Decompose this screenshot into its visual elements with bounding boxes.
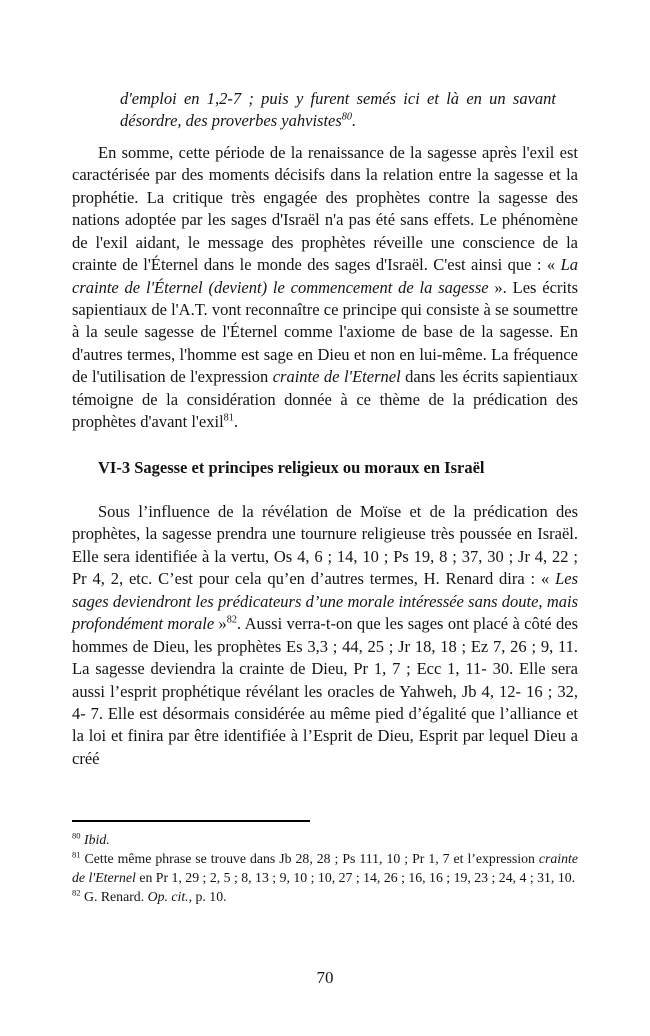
section-heading: VI-3 Sagesse et principes religieux ou moraux en Israël: [98, 457, 485, 477]
text-run: La crainte de l'Éternel (devient) le commencement de la sagesse: [72, 255, 578, 297]
text-run: Sous l’influence de la révélation de Moïse et de la prédication des prophètes, la sagesse prendra une tournure religieuse très poussée en Israël. Elle sera identifiée à la vertu, Os 4, 6 ; 14, 10 ; Ps 19, 8 ; 37, 30 ; Jr 4, 22 ; Pr 4, 2, etc. C’est pour cela qu’en d’autres termes, H. Renard dira : «: [72, 502, 578, 589]
text-run: crainte de l'Eternel: [72, 851, 578, 885]
text-run: Cette même phrase se trouve dans Jb 28, 28 ; Ps 111, 10 ; Pr 1, 7 et l’expression: [80, 851, 539, 866]
page-number: 70: [316, 968, 334, 987]
text-run: »: [214, 614, 227, 634]
text-run: .: [233, 412, 238, 432]
text-run: En somme, cette période de la renaissance de la sagesse après l'exil est caractérisée par des moments décisifs dans la relation entre la sagesse et la prophétie. La critique très engagée des prophètes contre la sagesse des nations adoptée par les sages d'Israël n'a pas été sans effets. Le phénomène de l'exil aidant, le message des prophètes réveille une conscience de la crainte de l'Éternel dans le monde des sages d'Israël. C'est ainsi que : «: [72, 142, 578, 275]
paragraph-2: [72, 501, 578, 770]
text-run: , p. 10.: [188, 888, 227, 904]
text-run: Ibid.: [84, 832, 110, 848]
footnote-reference: 82: [72, 886, 81, 897]
text-run: en Pr 1, 29 ; 2, 5 ; 8, 13 ; 9, 10 ; 10, 27 ; 14, 26 ; 16, 16 ; 19, 23 ; 24, 4 ; 31, 10.: [135, 869, 576, 885]
footnote-82: [72, 888, 578, 907]
footnote-reference: 80: [72, 830, 81, 841]
text-run: Les sages deviendront les prédicateurs d’une morale intéressée sans doute, mais profondément morale: [72, 569, 578, 634]
text-run: crainte de l'Eternel: [272, 367, 401, 387]
text-run: dans les écrits sapientiaux témoigne de la considération donnée à ce thème de la prédication des prophètes d'avant l'exil: [72, 367, 578, 432]
text-run: Op. cit.: [147, 888, 189, 904]
block-quote-paragraph: [120, 88, 556, 133]
footnote-separator-rule: [72, 820, 310, 822]
text-run: G. Renard.: [80, 888, 148, 904]
text-run: ». Les écrits sapientiaux de l'A.T. vont reconnaître ce principe qui consiste à se soumettre à la seule sagesse de l'Éternel comme l'axiome de base de la sagesse. En d'autres termes, l'homme est sage en Dieu et non en lui-même. La fréquence de l'utilisation de l'expression: [72, 277, 578, 387]
text-run: .: [352, 111, 357, 131]
text-run: . Aussi verra-t-on que les sages ont placé à côté des hommes de Dieu, les prophètes Es 3,3 ; 44, 25 ; Jr 18, 18 ; Ez 7, 26 ; 9, 11. La sagesse deviendra la crainte de Dieu, Pr 1, 7 ; Ecc 1, 11- 30. Elle sera aussi l’esprit prophétique révélant les oracles de Yahweh, Jb 4, 12- 16 ; 32, 4- 7. Elle est désormais considérée au même pied d’égalité que l’alliance et la loi et finira par être identifiée à l’Esprit de Dieu, Esprit par lequel Dieu a créé: [72, 614, 578, 768]
text-run: d'emploi en 1,2-7 ; puis y furent semés ici et là en un savant désordre, des proverbes yahvistes: [120, 89, 556, 131]
footnote-81: [72, 850, 578, 888]
paragraph-1: [72, 142, 578, 434]
footnotes-section: [72, 820, 578, 906]
footnote-reference: 81: [223, 412, 234, 424]
footnote-reference: 82: [226, 614, 237, 626]
footnote-reference: 80: [341, 111, 353, 123]
footnote-80: [72, 831, 578, 850]
footnote-reference: 81: [72, 849, 81, 860]
